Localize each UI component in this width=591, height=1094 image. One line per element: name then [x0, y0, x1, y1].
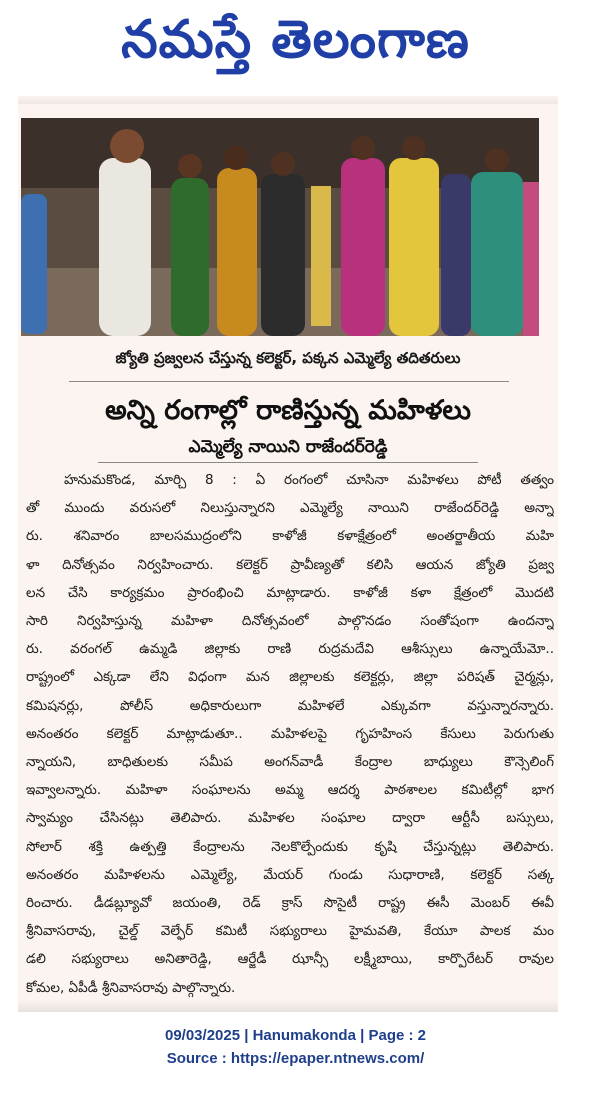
body-line: ఇవ్వాలన్నారు. మహిళా సంఘాలను అమ్మ ఆదర్శ పాఠశాలల కమిటీల్లో భాగ [26, 782, 554, 799]
divider [69, 381, 509, 382]
page-footer [0, 1024, 591, 1070]
body-line: డలి సభ్యురాలు అనితారెడ్డి, ఆర్జేడీ ఝాన్సీ లక్ష్మీబాయి, కార్పొరేటర్ రావుల [26, 951, 554, 968]
source-link[interactable]: Source : https://epaper.ntnews.com/ [166, 1050, 425, 1067]
body-line: శ్రీనివాసరావు, చైల్డ్ వెల్ఫేర్ కమిటీ సభ్యురాలు హైమవతి, కేయూ పాలక మం [26, 923, 554, 940]
article-body [26, 466, 554, 1002]
body-line: ళా దినోత్సవం నిర్వహించారు. కలెక్టర్ ప్రావీణ్యతో కలిసి ఆయన జ్యోతి ప్రజ్వ [26, 556, 554, 573]
body-line: కమిషనర్లు, పోలీస్ అధికారులుగా మహిళలే ఎక్కువగా వస్తున్నారన్నారు. [26, 697, 554, 714]
edition-meta: 09/03/2025 | Hanumakonda | Page : 2 [164, 1027, 426, 1044]
body-line: హనుమకొండ, మార్చి 8 : ఏ రంగంలో చూసినా మహిళలు పోటీ తత్వం [64, 472, 554, 488]
body-line: రించారు. డీడబ్ల్యూవో జయంతి, రెడ్ క్రాస్ సొసైటీ రాష్ట్ర ఈసీ మెంబర్ ఈవీ [26, 895, 554, 912]
body-line: రు. శనివారం బాలసముద్రంలోని కాళోజీ కళాక్షేత్రంలో అంతర్జాతీయ మహి [26, 528, 554, 545]
newspaper-logo: నమస్తే తెలంగాణ [121, 9, 470, 70]
news-clipping [18, 96, 558, 1012]
body-line: అనంతరం కలెక్టర్ మాట్లాడుతూ.. మహిళలపై గృహహింస కేసులు పెరుగుతు [26, 725, 554, 742]
body-line: లన చేసి కార్యక్రమం ప్రారంభించి మాట్లాడారు. కాళోజీ కళా క్షేత్రంలో మొదటి [26, 584, 554, 601]
clipping-top-edge [18, 96, 558, 104]
body-line: రు. వరంగల్ ఉమ్మడి జిల్లాకు రాణి రుద్రమదేవి ఆశీస్సులు ఉన్నాయేమో.. [26, 641, 554, 658]
photo-illustration [21, 118, 539, 336]
body-line: రాష్ట్రంలో ఎక్కడా లేని విధంగా మన జిల్లాలకు కలెక్టర్లు, జిల్లా పరిషత్ చైర్మన్లు, [26, 669, 554, 686]
body-line: న్నాయని, బాధితులకు సమీప అంగన్‌వాడీ కేంద్రాల బాధ్యులు కౌన్సెలింగ్ [26, 754, 554, 771]
photo-caption: జ్యోతి ప్రజ్వలన చేస్తున్న కలెక్టర్, పక్కన ఎమ్మెల్యే తదితరులు [115, 349, 461, 367]
body-line: సారి నిర్వహిస్తున్న మహిళా దినోత్సవంలో పాల్గొనడం సంతోషంగా ఉందన్నా [26, 613, 554, 630]
clipping-bottom-edge [18, 1000, 558, 1012]
body-line: స్వామ్యం చేసినట్లు తెలిపారు. మహిళల సంఘాల ద్వారా ఆర్టీసీ బస్సులు, [26, 810, 554, 827]
article-headline: అన్ని రంగాల్లో రాణిస్తున్న మహిళలు [105, 395, 471, 426]
article-subhead: ఎమ్మెల్యే నాయిని రాజేందర్‌రెడ్డి [98, 432, 478, 463]
body-line: కోమల, ఏపీడీ శ్రీనివాసరావు పాల్గొన్నారు. [26, 979, 236, 996]
news-photo [21, 118, 539, 336]
body-line: అనంతరం మహిళలను ఎమ్మెల్యే, మేయర్ గుండు సుధారాణి, కలెక్టర్ సత్క [26, 866, 554, 883]
body-line: తో ముందు వరుసలో నిలుస్తున్నారని ఎమ్మెల్యే నాయిని రాజేందర్‌రెడ్డి అన్నా [26, 500, 554, 517]
masthead [0, 0, 591, 92]
body-line: సోలార్ శక్తి ఉత్పత్తి కేంద్రాలను నెలకొల్పేందుకు కృషి చేస్తున్నట్లు తెలిపారు. [26, 838, 554, 855]
